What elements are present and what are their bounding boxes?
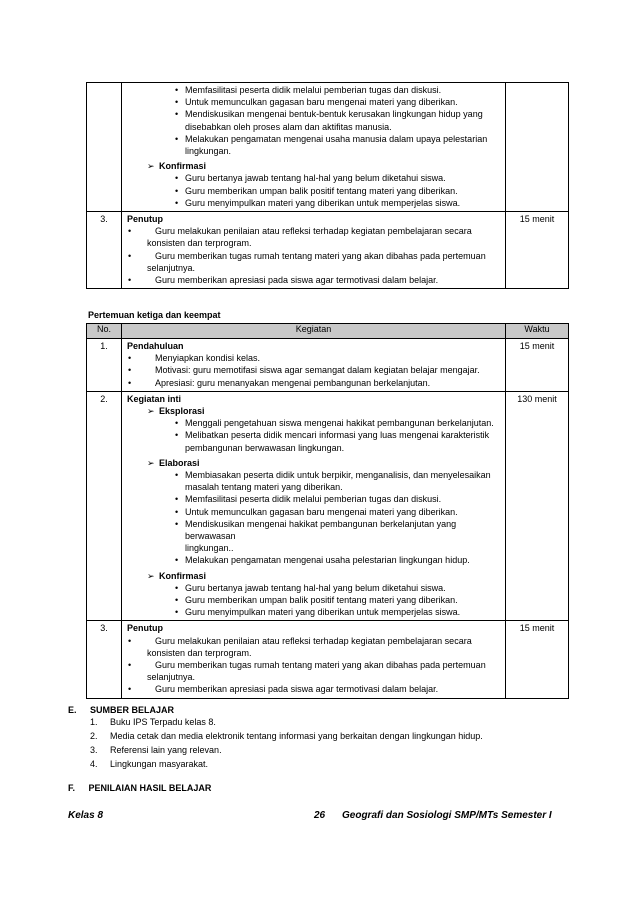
waktu-cell: 130 menit xyxy=(506,391,569,621)
konfirmasi-heading: ➢ Konfirmasi xyxy=(125,570,502,582)
section-sumber-belajar xyxy=(68,705,483,771)
list-item: • Apresiasi: guru menanyakan mengenai pembangunan berkelanjutan. xyxy=(125,377,502,389)
list-item-cont: selanjutnya. xyxy=(147,262,196,273)
kegiatan-cell xyxy=(122,339,506,392)
no-cell xyxy=(87,83,122,212)
section-title: Penutup xyxy=(127,623,163,634)
list-item: • Guru memberikan apresiasi pada siswa agar termotivasi dalam belajar. xyxy=(125,683,502,695)
section-title: Pendahuluan xyxy=(127,341,184,351)
elaborasi-heading: ➢ Elaborasi xyxy=(125,457,502,469)
waktu-cell: 15 menit xyxy=(506,621,569,698)
section-penilaian xyxy=(68,783,211,793)
list-item: • Motivasi: guru memotifasi siswa agar semangat dalam kegiatan belajar mengajar. xyxy=(125,364,502,376)
list-item: • Menggali pengetahuan siswa mengenai hakikat pembangunan berkelanjutan. xyxy=(125,417,502,429)
no-cell: 2. xyxy=(87,391,122,621)
header-waktu: Waktu xyxy=(506,324,569,339)
list-item: • Guru bertanya jawab tentang hal-hal yang belum diketahui siswa. xyxy=(125,582,502,594)
list-item-cont: selanjutnya. xyxy=(147,672,196,683)
waktu-cell xyxy=(506,83,569,212)
list-item: • Untuk memunculkan gagasan baru mengenai materi yang diberikan. xyxy=(125,506,502,518)
section-title: PENILAIAN HASIL BELAJAR xyxy=(88,783,212,793)
list-item-cont: lingkungan. xyxy=(185,146,232,157)
list-item: • Melibatkan peserta didik mencari informasi yang luas mengenai karakteristik xyxy=(125,429,502,441)
list-item xyxy=(68,715,483,729)
list-item: • Guru memberikan apresiasi pada siswa agar termotivasi dalam belajar. xyxy=(125,274,502,286)
kegiatan-cell xyxy=(122,391,506,621)
list-item xyxy=(68,729,483,743)
rpp-table-continued xyxy=(86,82,569,289)
list-item-cont: konsisten dan terprogram. xyxy=(147,238,252,249)
list-item: • Guru melakukan penilaian atau refleksi terhadap kegiatan pembelajaran secara xyxy=(125,225,502,237)
list-item: • Untuk memunculkan gagasan baru mengenai materi yang diberikan. xyxy=(125,96,502,108)
section-title: Penutup xyxy=(127,214,163,225)
list-item: • Menyiapkan kondisi kelas. xyxy=(125,352,502,364)
no-cell: 1. xyxy=(87,339,122,392)
list-item: • Guru menyimpulkan materi yang diberikan untuk memperjelas siswa. xyxy=(125,197,502,209)
no-cell: 3. xyxy=(87,212,122,289)
section-letter: F. xyxy=(68,783,76,793)
page-number: 26 xyxy=(314,810,326,821)
section-title: Kegiatan inti xyxy=(127,393,182,404)
item-text: Referensi lain yang relevan. xyxy=(110,745,222,755)
list-item: • Guru melakukan penilaian atau refleksi terhadap kegiatan pembelajaran secara xyxy=(125,635,502,647)
section-heading xyxy=(68,705,483,715)
list-item: • Mendiskusikan mengenai hakikat pembangunan berkelanjutan yang berwawasan xyxy=(125,518,502,542)
waktu-cell: 15 menit xyxy=(506,212,569,289)
table-header xyxy=(87,324,569,339)
section-letter: E. xyxy=(68,705,77,715)
table-row xyxy=(87,391,569,621)
header-no: No. xyxy=(87,324,122,339)
list-item: • Mendiskusikan mengenai bentuk-bentuk kerusakan lingkungan hidup yang xyxy=(125,108,502,120)
list-item xyxy=(68,743,483,757)
item-number: 4. xyxy=(90,759,98,769)
list-item-cont: disebabkan oleh proses alam dan aktifitas manusia. xyxy=(185,121,392,132)
eksplorasi-heading: ➢ Eksplorasi xyxy=(125,405,502,417)
section-title: SUMBER BELAJAR xyxy=(90,705,175,715)
header-kegiatan: Kegiatan xyxy=(122,324,506,339)
table-row xyxy=(87,339,569,392)
item-number: 3. xyxy=(90,745,98,755)
footer-class-label: Kelas 8 xyxy=(68,810,104,821)
list-item: • Guru memberikan umpan balik positif tentang materi yang diberikan. xyxy=(125,594,502,606)
list-item-cont: masalah tentang materi yang diberikan. xyxy=(185,482,343,493)
rpp-table-pertemuan-3-4 xyxy=(86,323,569,699)
item-number: 1. xyxy=(90,717,98,727)
table-row xyxy=(87,83,569,212)
kegiatan-cell xyxy=(122,621,506,698)
list-item: • Membiasakan peserta didik untuk berpikir, menganalisis, dan menyelesaikan xyxy=(125,469,502,481)
list-item-cont: lingkungan.. xyxy=(185,543,234,554)
list-item xyxy=(68,757,483,771)
konfirmasi-heading: ➢ Konfirmasi xyxy=(125,160,502,172)
table-row xyxy=(87,621,569,698)
waktu-cell: 15 menit xyxy=(506,339,569,392)
item-number: 2. xyxy=(90,731,98,741)
item-text: Buku IPS Terpadu kelas 8. xyxy=(110,717,216,727)
table-row xyxy=(87,212,569,289)
list-item: • Guru memberikan tugas rumah tentang materi yang akan dibahas pada pertemuan xyxy=(125,659,502,671)
list-item: • Melakukan pengamatan mengenai usaha pelestarian lingkungan hidup. xyxy=(125,554,502,566)
kegiatan-cell xyxy=(122,212,506,289)
list-item-cont: konsisten dan terprogram. xyxy=(147,647,252,658)
footer-book-title: Geografi dan Sosiologi SMP/MTs Semester I xyxy=(342,810,552,821)
list-item: • Guru memberikan umpan balik positif tentang materi yang diberikan. xyxy=(125,185,502,197)
list-item: • Melakukan pengamatan mengenai usaha manusia dalam upaya pelestarian xyxy=(125,133,502,145)
list-item: • Guru bertanya jawab tentang hal-hal yang belum diketahui siswa. xyxy=(125,172,502,184)
kegiatan-cell xyxy=(122,83,506,212)
item-text: Media cetak dan media elektronik tentang informasi yang berkaitan dengan lingkungan hidup. xyxy=(110,731,483,741)
item-text: Lingkungan masyarakat. xyxy=(110,759,209,769)
list-item: • Memfasilitasi peserta didik melalui pemberian tugas dan diskusi. xyxy=(125,84,502,96)
list-item: • Guru menyimpulkan materi yang diberikan untuk memperjelas siswa. xyxy=(125,606,502,618)
list-item: • Memfasilitasi peserta didik melalui pemberian tugas dan diskusi. xyxy=(125,493,502,505)
list-item-cont: pembangunan berwawasan lingkungan. xyxy=(185,442,345,453)
list-item: • Guru memberikan tugas rumah tentang materi yang akan dibahas pada pertemuan xyxy=(125,250,502,262)
table-caption: Pertemuan ketiga dan keempat xyxy=(88,310,221,320)
no-cell: 3. xyxy=(87,621,122,698)
